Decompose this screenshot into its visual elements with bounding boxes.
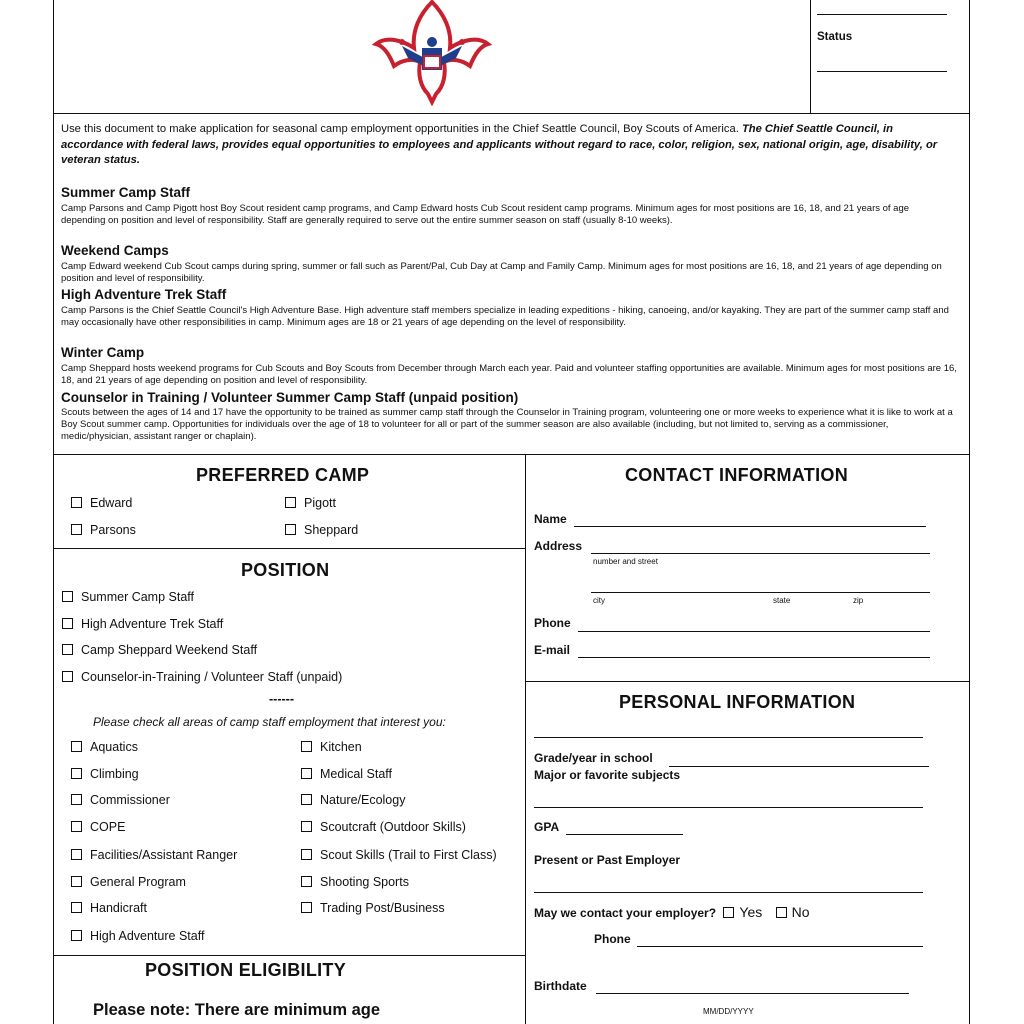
checkbox[interactable] xyxy=(285,497,296,508)
option-label: Scoutcraft (Outdoor Skills) xyxy=(320,820,466,834)
major-label: Major or favorite subjects xyxy=(534,768,681,782)
option-label: Sheppard xyxy=(304,523,359,537)
bsa-emblem xyxy=(372,0,492,106)
desc-text-summer: Camp Parsons and Camp Pigott host Boy Scout resident camp programs, and Camp Edward hosts Cub Scout resident camp programs. Minimum ages for most positions are 16, 18, and 21 years of age depending on position and level of responsibility. Staff are generally required to serve out the entire summer season on staff (usually 8-10 weeks). xyxy=(61,203,910,226)
city-hint: city xyxy=(593,596,605,605)
option-label: Parsons xyxy=(90,523,136,537)
checkbox[interactable] xyxy=(71,902,82,913)
area-scout-skills[interactable] xyxy=(301,848,497,862)
header-field-line xyxy=(817,14,947,15)
option-label: Pigott xyxy=(304,496,336,510)
area-cope[interactable] xyxy=(71,820,125,834)
checkbox[interactable] xyxy=(301,902,312,913)
eligibility-title: POSITION ELIGIBILITY xyxy=(145,960,347,980)
option-label: Camp Sheppard Weekend Staff xyxy=(81,643,258,657)
option-label: Climbing xyxy=(90,767,139,781)
desc-text-winter: Camp Sheppard hosts weekend programs for Cub Scouts and Boy Scouts from December through March each year. Paid and volunteer staffing opportunities are available. Minimum ages for most positions are 16, 18, and 21 years of age depending on position and level of responsibility. xyxy=(61,363,957,386)
position-option-trek[interactable] xyxy=(62,617,223,631)
state-hint: state xyxy=(773,596,791,605)
desc-title-winter: Winter Camp xyxy=(61,345,145,360)
phone-field[interactable] xyxy=(578,615,930,632)
name-field[interactable] xyxy=(574,510,926,527)
address-label: Address xyxy=(534,539,583,553)
desc-text-trek: Camp Parsons is the Chief Seattle Council's High Adventure Base. High adventure staff members specialize in leading expeditions - hiking, canoeing, and/or kayaking. They are part of the summer camp staff and may occasionally have other responsibilities in camp. Minimum ages are 18 or 21 years of age depending on the level of responsibility. xyxy=(61,305,949,328)
checkbox[interactable] xyxy=(71,930,82,941)
frame-right xyxy=(969,0,970,1024)
gpa-label: GPA xyxy=(534,820,560,834)
desc-title-weekend: Weekend Camps xyxy=(61,243,169,258)
eeo-statement: The Chief Seattle Council, in accordance with federal laws, provides equal opportunities to employees and applicants without regard to race, color, religion, sex, national origin, age, disability, or veteran status. xyxy=(61,123,938,166)
position-divider: ------ xyxy=(269,692,294,706)
status-field[interactable] xyxy=(817,71,947,72)
area-climbing[interactable] xyxy=(71,767,139,781)
yes-label: Yes xyxy=(739,904,763,920)
checkbox[interactable] xyxy=(71,741,82,752)
preferred-camp-bottom-rule xyxy=(53,548,526,549)
area-general-program[interactable] xyxy=(71,875,186,889)
birthdate-field[interactable] xyxy=(596,977,909,994)
address-city-field[interactable] xyxy=(591,576,930,593)
question-text: May we contact your employer? xyxy=(534,906,717,920)
area-aquatics[interactable] xyxy=(71,740,138,754)
number-street-hint: number and street xyxy=(593,557,658,566)
camp-option-pigott[interactable] xyxy=(285,496,336,510)
employer-phone-field[interactable] xyxy=(637,930,923,947)
position-option-sheppard[interactable] xyxy=(62,643,257,657)
option-label: Handicraft xyxy=(90,901,147,915)
option-label: COPE xyxy=(90,820,126,834)
option-label: Summer Camp Staff xyxy=(81,590,195,604)
gpa-field[interactable] xyxy=(566,818,683,835)
position-option-cit[interactable] xyxy=(62,670,342,684)
address-street-field[interactable] xyxy=(591,537,930,554)
column-divider xyxy=(525,454,526,1024)
checkbox[interactable] xyxy=(62,671,73,682)
checkbox[interactable] xyxy=(71,524,82,535)
intro-text: Use this document to make application for seasonal camp employment opportunities in the Chief Seattle Council, Boy Scouts of America. xyxy=(61,123,739,135)
position-bottom-rule xyxy=(53,955,526,956)
checkbox[interactable] xyxy=(301,876,312,887)
checkbox[interactable] xyxy=(301,849,312,860)
camp-option-sheppard[interactable] xyxy=(285,523,358,537)
option-label: Nature/Ecology xyxy=(320,793,406,807)
eligibility-note: Please note: There are minimum age xyxy=(93,1001,381,1019)
area-facilities[interactable] xyxy=(71,848,237,862)
option-label: Facilities/Assistant Ranger xyxy=(90,848,238,862)
status-label: Status xyxy=(817,31,853,43)
area-scoutcraft[interactable] xyxy=(301,820,466,834)
no-label: No xyxy=(791,904,810,920)
option-label: High Adventure Staff xyxy=(90,929,205,943)
checkbox[interactable] xyxy=(62,591,73,602)
checkbox[interactable] xyxy=(71,497,82,508)
desc-title-cit: Counselor in Training / Volunteer Summer Camp Staff (unpaid position) xyxy=(61,390,519,405)
area-trading-post[interactable] xyxy=(301,901,445,915)
option-label: Aquatics xyxy=(90,740,138,754)
yes-checkbox[interactable] xyxy=(723,907,734,918)
desc-text-cit: Scouts between the ages of 14 and 17 have the opportunity to be trained as summer camp staff through the Counselor in Training program, volunteering one or more weeks to experience what it is like to work at a Boy Scout summer camp. Opportunities for individuals over the age of 18 to volunteer for all or part of the summer season are also available (including, but not limited to, serving as a commissioner, medic/physician, assistant ranger or chaplain). xyxy=(61,407,953,442)
birthdate-hint: MM/DD/YYYY xyxy=(703,1007,754,1016)
major-field[interactable] xyxy=(534,807,923,808)
option-label: Trading Post/Business xyxy=(320,901,445,915)
area-medical[interactable] xyxy=(301,767,392,781)
checkbox[interactable] xyxy=(301,741,312,752)
option-label: Counselor-in-Training / Volunteer Staff (unpaid) xyxy=(81,670,343,684)
checkbox[interactable] xyxy=(71,768,82,779)
contact-employer-question xyxy=(534,904,810,920)
birthdate-label: Birthdate xyxy=(534,979,587,993)
header-divider xyxy=(810,0,811,113)
zip-hint: zip xyxy=(853,596,864,605)
checkbox[interactable] xyxy=(301,821,312,832)
area-handicraft[interactable] xyxy=(71,901,147,915)
grade-field[interactable] xyxy=(669,750,929,767)
area-high-adventure[interactable] xyxy=(71,929,204,943)
interest-prompt: Please check all areas of camp staff employment that interest you: xyxy=(93,715,446,729)
camp-option-parsons[interactable] xyxy=(71,523,136,537)
checkbox[interactable] xyxy=(301,768,312,779)
position-option-summer[interactable] xyxy=(62,590,194,604)
checkbox[interactable] xyxy=(285,524,296,535)
checkbox[interactable] xyxy=(62,644,73,655)
email-label: E-mail xyxy=(534,643,571,657)
area-nature[interactable] xyxy=(301,793,405,807)
camp-option-edward[interactable] xyxy=(71,496,132,510)
checkbox[interactable] xyxy=(71,849,82,860)
area-kitchen[interactable] xyxy=(301,740,362,754)
checkbox[interactable] xyxy=(62,618,73,629)
area-commissioner[interactable] xyxy=(71,793,170,807)
desc-text-weekend: Camp Edward weekend Cub Scout camps during spring, summer or fall such as Parent/Pal, Cub Day at Camp and Family Camp. Minimum ages for most positions are 16, 18, and 21 years of age depending on position and level of responsibility. xyxy=(61,261,942,284)
checkbox[interactable] xyxy=(71,821,82,832)
option-label: Commissioner xyxy=(90,793,170,807)
option-label: Medical Staff xyxy=(320,767,393,781)
option-label: Edward xyxy=(90,496,133,510)
checkbox[interactable] xyxy=(301,794,312,805)
option-label: High Adventure Trek Staff xyxy=(81,617,224,631)
checkbox[interactable] xyxy=(71,876,82,887)
section-rule xyxy=(53,454,970,455)
checkbox[interactable] xyxy=(71,794,82,805)
name-label: Name xyxy=(534,512,567,526)
phone-label: Phone xyxy=(534,616,571,630)
email-field[interactable] xyxy=(578,641,930,658)
option-label: Shooting Sports xyxy=(320,875,409,889)
preferred-camp-title: PREFERRED CAMP xyxy=(196,465,370,485)
option-label: Kitchen xyxy=(320,740,362,754)
desc-title-trek: High Adventure Trek Staff xyxy=(61,287,227,302)
no-checkbox[interactable] xyxy=(776,907,787,918)
option-label: Scout Skills (Trail to First Class) xyxy=(320,848,497,862)
personal-top-field[interactable] xyxy=(534,737,923,738)
option-label: General Program xyxy=(90,875,186,889)
frame-left xyxy=(53,0,54,1024)
employer-phone-label: Phone xyxy=(594,932,631,946)
position-title: POSITION xyxy=(241,560,330,580)
contact-title: CONTACT INFORMATION xyxy=(625,465,849,485)
contact-bottom-rule xyxy=(525,681,970,682)
personal-title: PERSONAL INFORMATION xyxy=(619,692,856,712)
employer-label: Present or Past Employer xyxy=(534,853,681,867)
area-shooting[interactable] xyxy=(301,875,409,889)
intro-paragraph xyxy=(61,122,956,169)
employer-field[interactable] xyxy=(534,892,923,893)
desc-title-summer: Summer Camp Staff xyxy=(61,185,191,200)
grade-label: Grade/year in school xyxy=(534,751,653,765)
header-bottom-rule xyxy=(53,113,970,114)
